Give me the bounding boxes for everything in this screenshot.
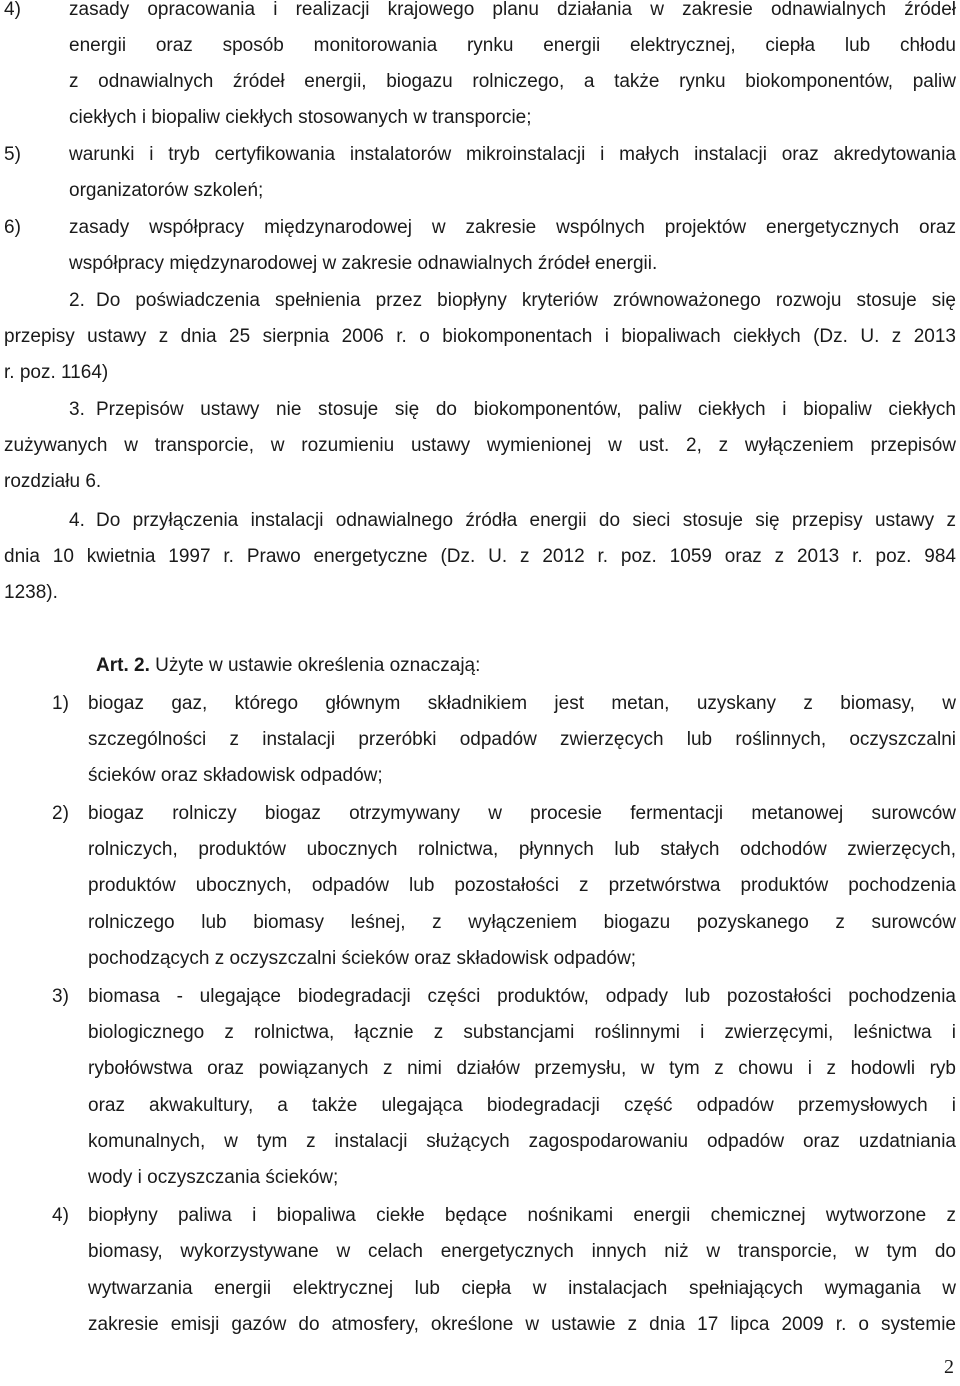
text-line: produktów ubocznych, odpadów lub pozostałości z przetwórstwa produktów pochodzenia bbox=[88, 875, 956, 896]
text-line: dnia 10 kwietnia 1997 r. Prawo energetyczne (Dz. U. z 2012 r. poz. 1059 oraz z 2013 r. poz. 984 bbox=[4, 546, 956, 567]
text-line: Przepisów ustawy nie stosuje się do biokomponentów, paliw ciekłych i biopaliw ciekłych bbox=[96, 399, 956, 420]
text-line: współpracy międzynarodowej w zakresie odnawialnych źródeł energii. bbox=[69, 253, 658, 274]
paragraph-number: 4. bbox=[69, 510, 85, 531]
text-line: zużywanych w transporcie, w rozumieniu ustawy wymienionej w ust. 2, z wyłączeniem przepisów bbox=[4, 435, 956, 456]
text-line: ciekłych i biopaliw ciekłych stosowanych w transporcie; bbox=[69, 107, 532, 128]
text-line: rybołówstwa oraz powiązanych z nimi działów przemysłu, w tym z chowu i z hodowli ryb bbox=[88, 1058, 956, 1079]
paragraph-number: 2. bbox=[69, 290, 85, 311]
text-line: z odnawialnych źródeł energii, biogazu rolniczego, a także rynku biokomponentów, paliw bbox=[69, 71, 956, 92]
definition-number: 3) bbox=[52, 986, 69, 1007]
text-line: rolniczych, produktów ubocznych rolnictwa, płynnych lub stałych odchodów zwierzęcych, bbox=[88, 839, 956, 860]
definition-number: 4) bbox=[52, 1205, 69, 1226]
text-line: zasady współpracy międzynarodowej w zakresie wspólnych projektów energetycznych oraz bbox=[69, 217, 956, 238]
item-number: 5) bbox=[4, 144, 21, 165]
text-line: 1238). bbox=[4, 582, 58, 603]
text-line: zasady opracowania i realizacji krajowego planu działania w zakresie odnawialnych źródeł bbox=[69, 0, 956, 20]
text-line: biopłyny paliwa i biopaliwa ciekłe będące nośnikami energii chemicznej wytworzone z bbox=[88, 1205, 956, 1226]
text-line: oraz akwakultury, a także ulegająca biodegradacji część odpadów przemysłowych i bbox=[88, 1095, 956, 1116]
text-line: przepisy ustawy z dnia 25 sierpnia 2006 r. o biokomponentach i biopaliwach ciekłych (Dz. U. z 2013 bbox=[4, 326, 956, 347]
text-line: Do poświadczenia spełnienia przez biopłyny kryteriów zrównoważonego rozwoju stosuje się bbox=[96, 290, 956, 311]
article-heading bbox=[96, 648, 480, 684]
text-line: komunalnych, w tym z instalacji służących zagospodarowaniu odpadów oraz uzdatniania bbox=[88, 1131, 956, 1152]
text-line: biologicznego z rolnictwa, łącznie z substancjami roślinnymi i zwierzęcymi, leśnictwa i bbox=[88, 1022, 956, 1043]
text-line: warunki i tryb certyfikowania instalatorów mikroinstalacji i małych instalacji oraz akredytowania bbox=[69, 144, 956, 165]
text-line: energii oraz sposób monitorowania rynku energii elektrycznej, ciepła lub chłodu bbox=[69, 35, 956, 56]
text-line: rozdziału 6. bbox=[4, 471, 102, 492]
text-line: pochodzących z oczyszczalni ścieków oraz składowisk odpadów; bbox=[88, 948, 637, 969]
text-line: rolniczego lub biomasy leśnej, z wyłączeniem biogazu pozyskanego z surowców bbox=[88, 912, 956, 933]
item-number: 4) bbox=[4, 0, 21, 20]
text-line: szczególności z instalacji przeróbki odpadów zwierzęcych lub roślinnych, oczyszczalni bbox=[88, 729, 956, 750]
text-line: biogaz rolniczy biogaz otrzymywany w procesie fermentacji metanowej surowców bbox=[88, 803, 956, 824]
text-line: ścieków oraz składowisk odpadów; bbox=[88, 765, 383, 786]
paragraph-number: 3. bbox=[69, 399, 85, 420]
item-number: 6) bbox=[4, 217, 21, 238]
text-line: Do przyłączenia instalacji odnawialnego źródła energii do sieci stosuje się przepisy ustawy z bbox=[96, 510, 956, 531]
text-line: wody i oczyszczania ścieków; bbox=[88, 1167, 339, 1188]
article-intro: Użyte w ustawie określenia oznaczają: bbox=[155, 655, 481, 676]
definition-number: 2) bbox=[52, 803, 69, 824]
text-line: r. poz. 1164) bbox=[4, 362, 109, 383]
text-line: organizatorów szkoleń; bbox=[69, 180, 264, 201]
article-label: Art. 2. bbox=[96, 655, 150, 676]
text-line: biomasy, wykorzystywane w celach energetycznych innych niż w transporcie, w tym do bbox=[88, 1241, 956, 1262]
text-line: zakresie emisji gazów do atmosfery, określone w ustawie z dnia 17 lipca 2009 r. o systemie bbox=[88, 1314, 956, 1335]
text-line: biogaz gaz, którego głównym składnikiem jest metan, uzyskany z biomasy, w bbox=[88, 693, 956, 714]
text-line: biomasa - ulegające biodegradacji części produktów, odpady lub pozostałości pochodzenia bbox=[88, 986, 956, 1007]
definition-number: 1) bbox=[52, 693, 69, 714]
page-number: 2 bbox=[944, 1356, 954, 1378]
text-line: wytwarzania energii elektrycznej lub ciepła w instalacjach spełniających wymagania w bbox=[88, 1278, 956, 1299]
